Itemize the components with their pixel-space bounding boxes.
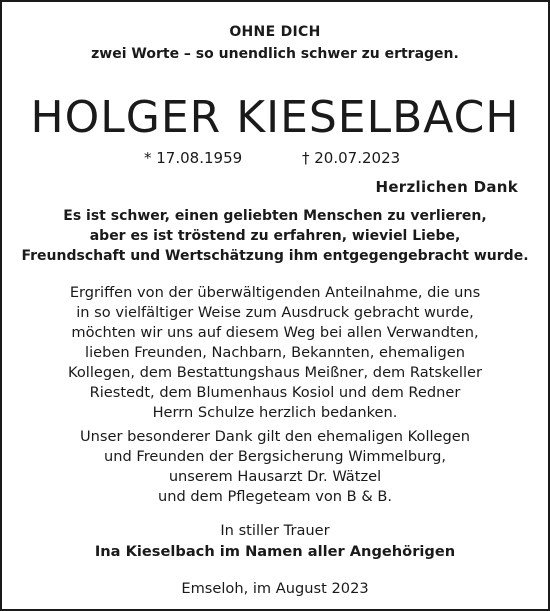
birth-date: * 17.08.1959	[144, 149, 243, 167]
paragraph2-line: und dem Pflegeteam von B & B.	[158, 488, 392, 505]
intro-title: OHNE DICH	[229, 24, 321, 40]
paragraph1-line: möchten wir uns auf diesem Weg bei allen Verwandten,	[71, 324, 479, 341]
place-date: Emseloh, im August 2023	[181, 580, 369, 597]
paragraph1-line: Herrn Schulze herzlich bedanken.	[152, 404, 398, 421]
intro-subtitle: zwei Worte – so unendlich schwer zu ertragen.	[91, 46, 459, 62]
quote-line: aber es ist tröstend zu erfahren, wieviel Liebe,	[89, 228, 461, 244]
thanks-heading: Herzlichen Dank	[375, 178, 518, 196]
paragraph1-line: Ergriffen von der überwältigenden Anteilnahme, die uns	[69, 284, 481, 301]
paragraph1-line: lieben Freunden, Nachbarn, Bekannten, ehemaligen	[85, 344, 465, 361]
paragraph1-line: Riestedt, dem Blumenhaus Kosiol und dem Redner	[89, 384, 461, 401]
signature: Ina Kieselbach im Namen aller Angehörigen	[94, 543, 456, 560]
paragraph1-line: in so vielfältiger Weise zum Ausdruck gebracht wurde,	[76, 304, 474, 321]
quote-line: Es ist schwer, einen geliebten Menschen zu verlieren,	[63, 208, 487, 224]
deceased-name: HOLGER KIESELBACH	[30, 92, 520, 143]
paragraph2-line: und Freunden der Bergsicherung Wimmelburg,	[104, 448, 446, 465]
death-date: † 20.07.2023	[302, 149, 401, 167]
mourning-line: In stiller Trauer	[220, 522, 330, 539]
quote-line: Freundschaft und Wertschätzung ihm entgegengebracht wurde.	[21, 248, 529, 264]
paragraph2-line: Unser besonderer Dank gilt den ehemaligen Kollegen	[79, 428, 471, 445]
paragraph1-line: Kollegen, dem Bestattungshaus Meißner, dem Ratskeller	[68, 364, 482, 381]
paragraph2-line: unserem Hausarzt Dr. Wätzel	[168, 468, 382, 485]
